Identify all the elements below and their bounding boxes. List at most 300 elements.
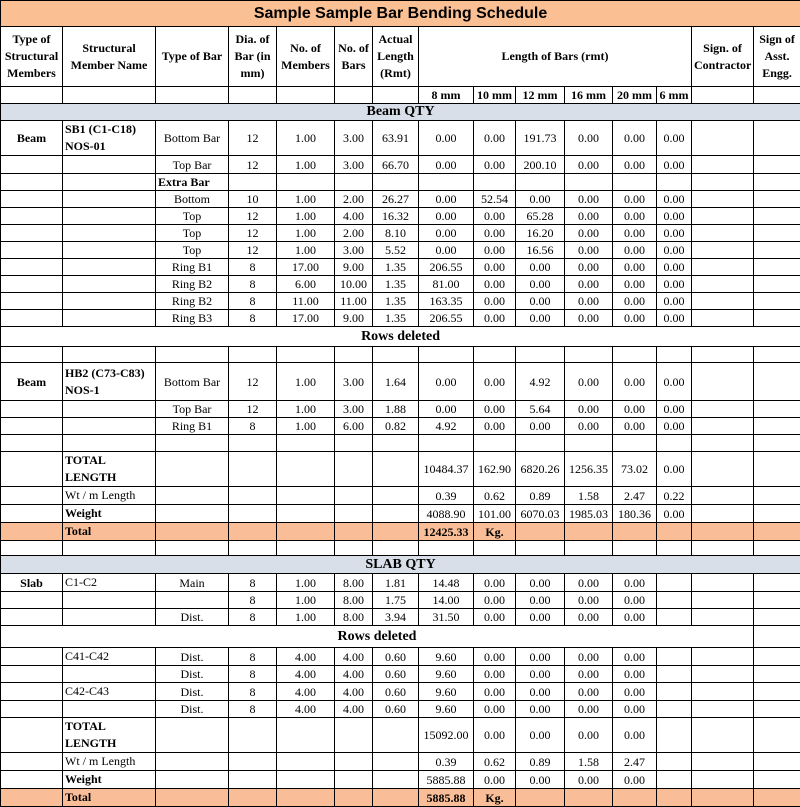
empty-cell [373, 87, 419, 104]
table-cell [516, 541, 565, 556]
table-cell: 8 [229, 574, 277, 592]
table-cell [754, 276, 800, 293]
table-cell [692, 771, 754, 789]
table-cell [229, 452, 277, 487]
table-cell: 8.00 [335, 609, 373, 626]
table-cell: 16.20 [516, 225, 565, 242]
table-cell: Slab [1, 574, 63, 592]
table-cell: 0.00 [613, 666, 657, 683]
table-cell [277, 487, 335, 505]
size-12mm: 12 mm [516, 87, 565, 104]
table-cell: 12 [229, 242, 277, 259]
table-cell: Kg. [474, 789, 516, 807]
table-row [1, 648, 800, 666]
table-cell [754, 541, 800, 556]
table-cell: Top Bar [156, 401, 229, 418]
table-cell [692, 242, 754, 259]
table-cell: 0.00 [474, 683, 516, 701]
table-cell [565, 347, 613, 363]
table-cell: Top [156, 208, 229, 225]
table-cell [754, 347, 800, 363]
table-cell [565, 789, 613, 807]
table-cell: 0.39 [419, 753, 474, 771]
table-cell: 1.75 [373, 592, 419, 609]
table-cell: 6070.03 [516, 505, 565, 523]
table-cell [373, 435, 419, 452]
table-cell [373, 452, 419, 487]
table-cell [1, 276, 63, 293]
table-row [1, 487, 800, 505]
table-cell: 0.00 [516, 191, 565, 208]
table-cell: 1.58 [565, 753, 613, 771]
table-cell [156, 347, 229, 363]
table-cell: 0.00 [516, 293, 565, 310]
empty-cell [335, 87, 373, 104]
table-cell: 200.10 [516, 156, 565, 174]
table-cell [565, 435, 613, 452]
table-cell [657, 771, 692, 789]
table-cell: 14.48 [419, 574, 474, 592]
table-cell: 0.00 [613, 418, 657, 435]
table-cell: 31.50 [419, 609, 474, 626]
table-cell [63, 293, 156, 310]
table-cell [692, 401, 754, 418]
table-cell: Dist. [156, 609, 229, 626]
table-row [1, 435, 800, 452]
table-cell [754, 648, 800, 666]
table-cell: Weight [63, 771, 156, 789]
table-cell [692, 191, 754, 208]
table-cell: 9.60 [419, 648, 474, 666]
table-cell [1, 753, 63, 771]
table-cell [63, 592, 156, 609]
table-cell [613, 541, 657, 556]
table-row [1, 418, 800, 435]
table-cell: 14.00 [419, 592, 474, 609]
table-cell: 4.00 [277, 683, 335, 701]
table-cell [277, 347, 335, 363]
table-cell [613, 174, 657, 191]
table-cell [63, 310, 156, 327]
table-cell: 0.00 [474, 718, 516, 753]
table-cell: 0.00 [565, 648, 613, 666]
table-cell [754, 191, 800, 208]
table-cell: 0.00 [565, 592, 613, 609]
table-cell [754, 401, 800, 418]
table-cell: 3.00 [335, 121, 373, 156]
table-cell: 1.81 [373, 574, 419, 592]
table-cell [1, 174, 63, 191]
table-cell: 10 [229, 191, 277, 208]
size-8mm: 8 mm [419, 87, 474, 104]
table-cell [229, 771, 277, 789]
table-cell: 0.00 [613, 293, 657, 310]
table-cell [754, 523, 800, 541]
table-cell [1, 523, 63, 541]
table-cell [692, 753, 754, 771]
table-cell [754, 121, 800, 156]
table-cell [373, 789, 419, 807]
table-cell: 8.00 [335, 574, 373, 592]
table-cell [692, 293, 754, 310]
table-cell: 0.00 [474, 701, 516, 718]
table-cell: 0.00 [516, 574, 565, 592]
table-cell: 0.00 [613, 718, 657, 753]
table-cell [156, 771, 229, 789]
table-cell: 5885.88 [419, 789, 474, 807]
table-cell: 0.00 [565, 574, 613, 592]
table-cell: 0.89 [516, 487, 565, 505]
table-cell: 0.00 [474, 609, 516, 626]
table-cell [373, 718, 419, 753]
table-cell [156, 452, 229, 487]
table-cell: 9.60 [419, 683, 474, 701]
table-cell [63, 541, 156, 556]
table-cell: Wt / m Length [63, 753, 156, 771]
table-cell: 0.00 [516, 276, 565, 293]
table-cell [229, 789, 277, 807]
table-cell [63, 225, 156, 242]
table-cell [565, 541, 613, 556]
table-cell [613, 435, 657, 452]
table-cell [657, 523, 692, 541]
table-cell: 0.00 [565, 191, 613, 208]
table-cell [277, 452, 335, 487]
table-row [1, 753, 800, 771]
table-cell: 0.00 [657, 310, 692, 327]
table-cell: 8 [229, 310, 277, 327]
table-cell [373, 523, 419, 541]
table-cell [657, 609, 692, 626]
table-cell: 0.00 [613, 683, 657, 701]
table-cell [373, 771, 419, 789]
table-cell: 8 [229, 276, 277, 293]
table-cell [373, 505, 419, 523]
table-cell [156, 435, 229, 452]
table-cell: Wt / m Length [63, 487, 156, 505]
table-cell [657, 701, 692, 718]
table-cell [657, 753, 692, 771]
table-cell [657, 789, 692, 807]
table-cell: 0.00 [613, 310, 657, 327]
table-cell [1, 541, 63, 556]
schedule-title: Sample Sample Bar Bending Schedule [1, 1, 800, 27]
table-cell [516, 435, 565, 452]
table-cell: 0.00 [474, 156, 516, 174]
size-10mm: 10 mm [474, 87, 516, 104]
table-cell [277, 541, 335, 556]
table-cell: 0.00 [516, 648, 565, 666]
bar-size-row [1, 87, 800, 104]
table-cell: 1985.03 [565, 505, 613, 523]
table-cell: 0.00 [516, 310, 565, 327]
table-cell [692, 541, 754, 556]
table-cell [692, 789, 754, 807]
table-cell: 10484.37 [419, 452, 474, 487]
table-cell [229, 505, 277, 523]
table-cell [1, 487, 63, 505]
table-cell: 0.00 [474, 401, 516, 418]
table-cell [692, 452, 754, 487]
table-cell: 0.00 [657, 225, 692, 242]
table-cell: 15092.00 [419, 718, 474, 753]
table-cell: 11.00 [335, 293, 373, 310]
table-cell: 0.00 [474, 242, 516, 259]
section-label: Beam QTY [1, 104, 800, 121]
table-row [1, 771, 800, 789]
table-cell: 0.00 [565, 293, 613, 310]
table-cell [657, 683, 692, 701]
table-cell [277, 505, 335, 523]
table-cell: 9.00 [335, 259, 373, 276]
table-cell: 0.62 [474, 753, 516, 771]
table-cell: 0.00 [613, 701, 657, 718]
table-cell [335, 487, 373, 505]
empty-cell [156, 87, 229, 104]
table-cell: 8 [229, 666, 277, 683]
table-cell [1, 347, 63, 363]
table-cell [277, 753, 335, 771]
table-cell [754, 789, 800, 807]
table-cell: 0.82 [373, 418, 419, 435]
table-row [1, 347, 800, 363]
header-length-of-bars: Length of Bars (rmt) [419, 27, 692, 87]
table-cell: 180.36 [613, 505, 657, 523]
table-cell: 8 [229, 259, 277, 276]
table-cell: Ring B2 [156, 276, 229, 293]
table-cell: 0.00 [516, 609, 565, 626]
table-cell [754, 363, 800, 401]
table-cell [754, 174, 800, 191]
table-cell: 1.64 [373, 363, 419, 401]
table-cell: 0.00 [613, 574, 657, 592]
table-cell: 0.00 [613, 609, 657, 626]
table-cell [156, 523, 229, 541]
table-cell: Main [156, 574, 229, 592]
table-cell: 12 [229, 225, 277, 242]
table-cell [373, 487, 419, 505]
table-cell [692, 609, 754, 626]
table-cell: Bottom Bar [156, 121, 229, 156]
header-row [1, 27, 800, 87]
table-cell: 0.00 [657, 363, 692, 401]
table-cell [335, 541, 373, 556]
table-cell: 1.58 [565, 487, 613, 505]
table-cell [1, 683, 63, 701]
table-cell: 0.60 [373, 701, 419, 718]
table-cell [1, 718, 63, 753]
table-cell: C41-C42 [63, 648, 156, 666]
table-cell [373, 753, 419, 771]
table-cell [754, 701, 800, 718]
total-row [1, 523, 800, 541]
table-cell: 4.00 [335, 701, 373, 718]
table-cell [335, 753, 373, 771]
section-label: Rows deleted [1, 327, 800, 347]
table-cell [692, 121, 754, 156]
table-cell: 4.92 [516, 363, 565, 401]
table-cell: 2.47 [613, 753, 657, 771]
table-cell: 2.00 [335, 225, 373, 242]
table-cell: 6.00 [277, 276, 335, 293]
table-row [1, 293, 800, 310]
table-cell: 0.00 [474, 121, 516, 156]
section-label: Rows deleted [1, 626, 754, 648]
table-cell: 0.00 [474, 363, 516, 401]
table-cell [754, 418, 800, 435]
table-cell: 0.00 [419, 401, 474, 418]
table-cell [657, 592, 692, 609]
table-cell [1, 418, 63, 435]
table-cell [1, 225, 63, 242]
table-cell [692, 701, 754, 718]
table-cell [474, 541, 516, 556]
table-cell [63, 242, 156, 259]
table-cell: 0.00 [565, 718, 613, 753]
table-cell: 0.00 [419, 208, 474, 225]
table-cell: 0.00 [565, 225, 613, 242]
table-cell [754, 293, 800, 310]
table-cell: 0.00 [516, 701, 565, 718]
table-cell: 52.54 [474, 191, 516, 208]
table-cell: Dist. [156, 666, 229, 683]
table-cell [229, 718, 277, 753]
table-cell: 0.60 [373, 648, 419, 666]
table-cell [692, 418, 754, 435]
table-row [1, 701, 800, 718]
table-cell [277, 718, 335, 753]
table-cell: 1.00 [277, 418, 335, 435]
table-cell: 12425.33 [419, 523, 474, 541]
table-cell: 12 [229, 208, 277, 225]
table-cell: Ring B2 [156, 293, 229, 310]
table-cell [516, 174, 565, 191]
table-cell: 0.22 [657, 487, 692, 505]
table-cell [692, 174, 754, 191]
table-cell: 17.00 [277, 310, 335, 327]
table-cell: 0.00 [474, 310, 516, 327]
table-cell [335, 347, 373, 363]
table-cell [156, 505, 229, 523]
table-cell [373, 347, 419, 363]
table-cell: 4.00 [277, 666, 335, 683]
table-cell: 0.00 [565, 121, 613, 156]
table-cell [63, 191, 156, 208]
table-cell: 0.00 [613, 121, 657, 156]
table-cell: 0.39 [419, 487, 474, 505]
size-6mm: 6 mm [657, 87, 692, 104]
header-actual-length: Actual Length (Rmt) [373, 27, 419, 87]
table-cell [754, 242, 800, 259]
table-cell: 206.55 [419, 310, 474, 327]
table-cell: 10.00 [335, 276, 373, 293]
table-cell: 3.00 [335, 156, 373, 174]
table-cell: 0.00 [657, 505, 692, 523]
table-cell: TOTAL LENGTH [63, 452, 156, 487]
table-cell: 0.00 [657, 191, 692, 208]
table-cell [754, 609, 800, 626]
table-cell: 0.00 [657, 156, 692, 174]
table-cell: 0.00 [613, 276, 657, 293]
table-cell [335, 523, 373, 541]
table-cell: 9.00 [335, 310, 373, 327]
table-row [1, 121, 800, 156]
table-cell [657, 174, 692, 191]
table-cell: 0.00 [657, 276, 692, 293]
table-cell: 26.27 [373, 191, 419, 208]
table-cell: 162.90 [474, 452, 516, 487]
table-cell: 6.00 [335, 418, 373, 435]
table-cell: 0.00 [474, 293, 516, 310]
table-cell [754, 487, 800, 505]
table-cell: 1.00 [277, 156, 335, 174]
table-cell [516, 523, 565, 541]
table-cell [277, 789, 335, 807]
header-type-of-bar: Type of Bar [156, 27, 229, 87]
table-cell [277, 771, 335, 789]
table-cell [156, 487, 229, 505]
table-cell: 0.00 [474, 225, 516, 242]
table-cell: 1.00 [277, 242, 335, 259]
section-label: SLAB QTY [1, 556, 800, 574]
table-cell [156, 789, 229, 807]
table-cell: 8 [229, 683, 277, 701]
table-cell: 0.00 [613, 242, 657, 259]
table-cell: 163.35 [419, 293, 474, 310]
header-type-of-members: Type of Structural Members [1, 27, 63, 87]
table-cell [692, 523, 754, 541]
table-cell: 0.00 [613, 259, 657, 276]
table-cell: 1.00 [277, 208, 335, 225]
table-cell [692, 683, 754, 701]
table-cell: 0.60 [373, 666, 419, 683]
table-cell: 0.00 [474, 574, 516, 592]
table-cell: 191.73 [516, 121, 565, 156]
section-row [1, 327, 800, 347]
table-cell: Ring B1 [156, 418, 229, 435]
table-row [1, 276, 800, 293]
table-cell: 8.10 [373, 225, 419, 242]
table-cell: 9.60 [419, 701, 474, 718]
table-cell: 16.32 [373, 208, 419, 225]
table-cell [657, 435, 692, 452]
table-cell: 0.89 [516, 753, 565, 771]
table-cell [754, 592, 800, 609]
table-cell: 0.00 [474, 592, 516, 609]
table-cell [692, 363, 754, 401]
table-cell [335, 174, 373, 191]
table-cell: 1.00 [277, 574, 335, 592]
table-cell: 0.00 [419, 225, 474, 242]
table-cell [692, 648, 754, 666]
table-cell: 0.00 [565, 701, 613, 718]
table-cell: 1.00 [277, 121, 335, 156]
table-cell: 81.00 [419, 276, 474, 293]
table-row [1, 156, 800, 174]
table-row [1, 242, 800, 259]
table-cell [613, 523, 657, 541]
table-cell: 9.60 [419, 666, 474, 683]
table-cell [229, 541, 277, 556]
table-cell: 0.00 [657, 293, 692, 310]
table-cell: 4.00 [335, 683, 373, 701]
table-row [1, 259, 800, 276]
table-cell: 0.00 [565, 208, 613, 225]
table-cell: 0.00 [565, 310, 613, 327]
table-cell [1, 242, 63, 259]
table-cell [335, 505, 373, 523]
table-cell [692, 310, 754, 327]
